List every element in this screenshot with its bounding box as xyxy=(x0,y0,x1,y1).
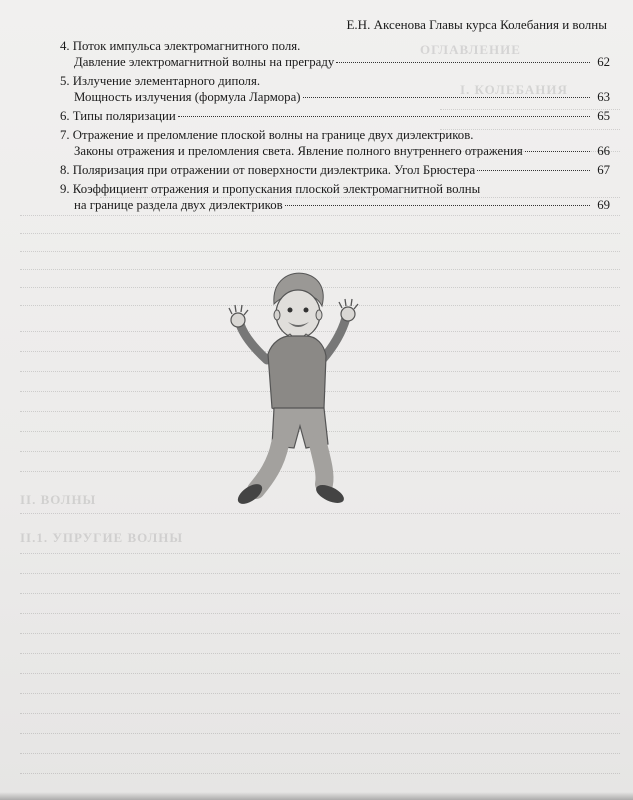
toc-entry-subtitle: Давление электромагнитной волны на преграду xyxy=(74,55,335,69)
toc-entry-4[interactable] xyxy=(60,38,610,70)
dot-leader xyxy=(303,97,590,98)
toc-entry-8[interactable] xyxy=(60,162,610,178)
dot-leader xyxy=(525,151,590,152)
table-of-contents xyxy=(60,38,610,213)
toc-entry-6[interactable] xyxy=(60,108,610,124)
toc-page-number: 67 xyxy=(597,163,610,177)
toc-page-number: 65 xyxy=(597,109,610,123)
dot-leader xyxy=(178,116,590,117)
toc-entry-title: 4. Поток импульса электромагнитного поля. xyxy=(60,39,301,53)
toc-entry-9[interactable] xyxy=(60,181,610,213)
toc-entry-title: 9. Коэффициент отражения и пропускания плоской электромагнитной волны xyxy=(60,182,481,196)
reverse-side-bleed-through: ОГЛАВЛЕНИЕ I. КОЛЕБАНИЯ II. ВОЛНЫ II.1. УПРУГИЕ ВОЛНЫ xyxy=(0,0,633,800)
dot-leader xyxy=(336,62,590,63)
toc-entry-title: 5. Излучение элементарного диполя. xyxy=(60,74,261,88)
dot-leader xyxy=(285,205,590,206)
toc-entry-subtitle: Законы отражения и преломления света. Явление полного внутреннего отражения xyxy=(74,144,523,158)
page-edge-shadow xyxy=(0,792,633,800)
toc-entry-title: 7. Отражение и преломление плоской волны на границе двух диэлектриков. xyxy=(60,128,474,142)
toc-page-number: 69 xyxy=(597,198,610,212)
toc-entry-7[interactable] xyxy=(60,127,610,159)
jumping-boy-icon xyxy=(222,268,372,508)
toc-page-number: 62 xyxy=(597,55,610,69)
toc-entry-title: 6. Типы поляризации xyxy=(60,109,176,123)
dot-leader xyxy=(477,170,590,171)
toc-entry-title: 8. Поляризация при отражении от поверхности диэлектрика. Угол Брюстера xyxy=(60,163,476,177)
toc-entry-subtitle: Мощность излучения (формула Лармора) xyxy=(74,90,301,104)
toc-page-number: 66 xyxy=(597,144,610,158)
toc-entry-5[interactable] xyxy=(60,73,610,105)
running-header: Е.Н. Аксенова Главы курса Колебания и волны xyxy=(346,17,607,32)
toc-page-number: 63 xyxy=(597,90,610,104)
toc-entry-subtitle: на границе раздела двух диэлектриков xyxy=(74,198,283,212)
